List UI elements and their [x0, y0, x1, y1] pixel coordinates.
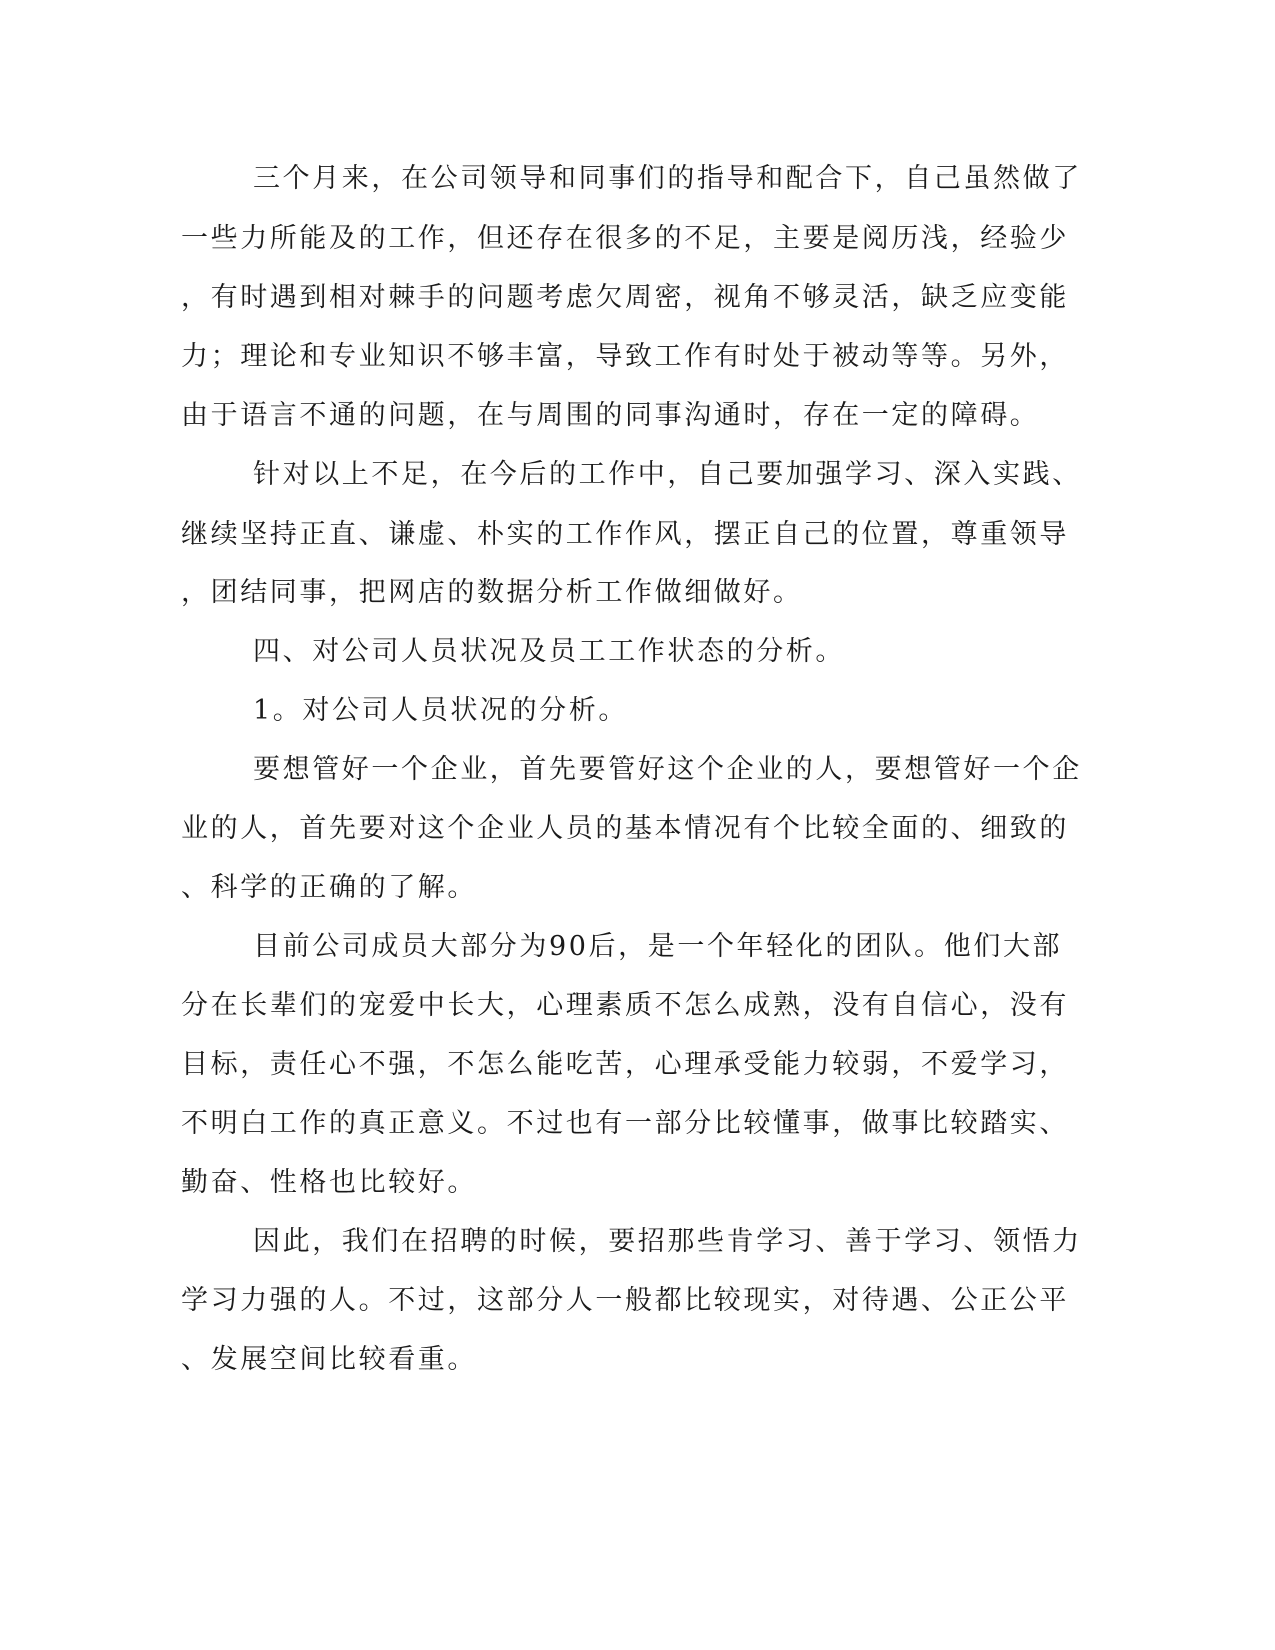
text-line: 一些力所能及的工作，但还存在很多的不足，主要是阅历浅，经验少 [181, 223, 1069, 254]
text-line: 、发展空间比较看重。 [181, 1344, 477, 1375]
text-line: 继续坚持正直、谦虚、朴实的工作作风，摆正自己的位置，尊重领导 [181, 519, 1069, 550]
text-line: 目标，责任心不强，不怎么能吃苦，心理承受能力较弱，不爱学习， [181, 1049, 1069, 1080]
subsection-heading: 1。对公司人员状况的分析。 [253, 695, 628, 726]
text-line: 学习力强的人。不过，这部分人一般都比较现实，对待遇、公正公平 [181, 1285, 1069, 1316]
text-line: ，有时遇到相对棘手的问题考虑欠周密，视角不够灵活，缺乏应变能 [181, 282, 1069, 313]
text-line: 业的人，首先要对这个企业人员的基本情况有个比较全面的、细致的 [181, 813, 1069, 844]
text-line: 力；理论和专业知识不够丰富，导致工作有时处于被动等等。另外， [181, 341, 1069, 372]
section-heading: 四、对公司人员状况及员工工作状态的分析。 [253, 636, 845, 667]
text-line: 、科学的正确的了解。 [181, 872, 477, 903]
text-line: 分在长辈们的宠爱中长大，心理素质不怎么成熟，没有自信心，没有 [181, 990, 1069, 1021]
text-line: 由于语言不通的问题，在与周围的同事沟通时，存在一定的障碍。 [181, 400, 1040, 431]
text-line: ，团结同事，把网店的数据分析工作做细做好。 [181, 577, 803, 608]
text-line: 因此，我们在招聘的时候，要招那些肯学习、善于学习、领悟力 [253, 1226, 1082, 1257]
text-line: 三个月来，在公司领导和同事们的指导和配合下，自己虽然做了 [253, 163, 1082, 194]
text-line: 勤奋、性格也比较好。 [181, 1167, 477, 1198]
text-line: 要想管好一个企业，首先要管好这个企业的人，要想管好一个企 [253, 754, 1082, 785]
text-line: 目前公司成员大部分为90后，是一个年轻化的团队。他们大部 [253, 931, 1063, 962]
text-line: 针对以上不足，在今后的工作中，自己要加强学习、深入实践、 [253, 459, 1082, 490]
text-line: 不明白工作的真正意义。不过也有一部分比较懂事，做事比较踏实、 [181, 1108, 1069, 1139]
